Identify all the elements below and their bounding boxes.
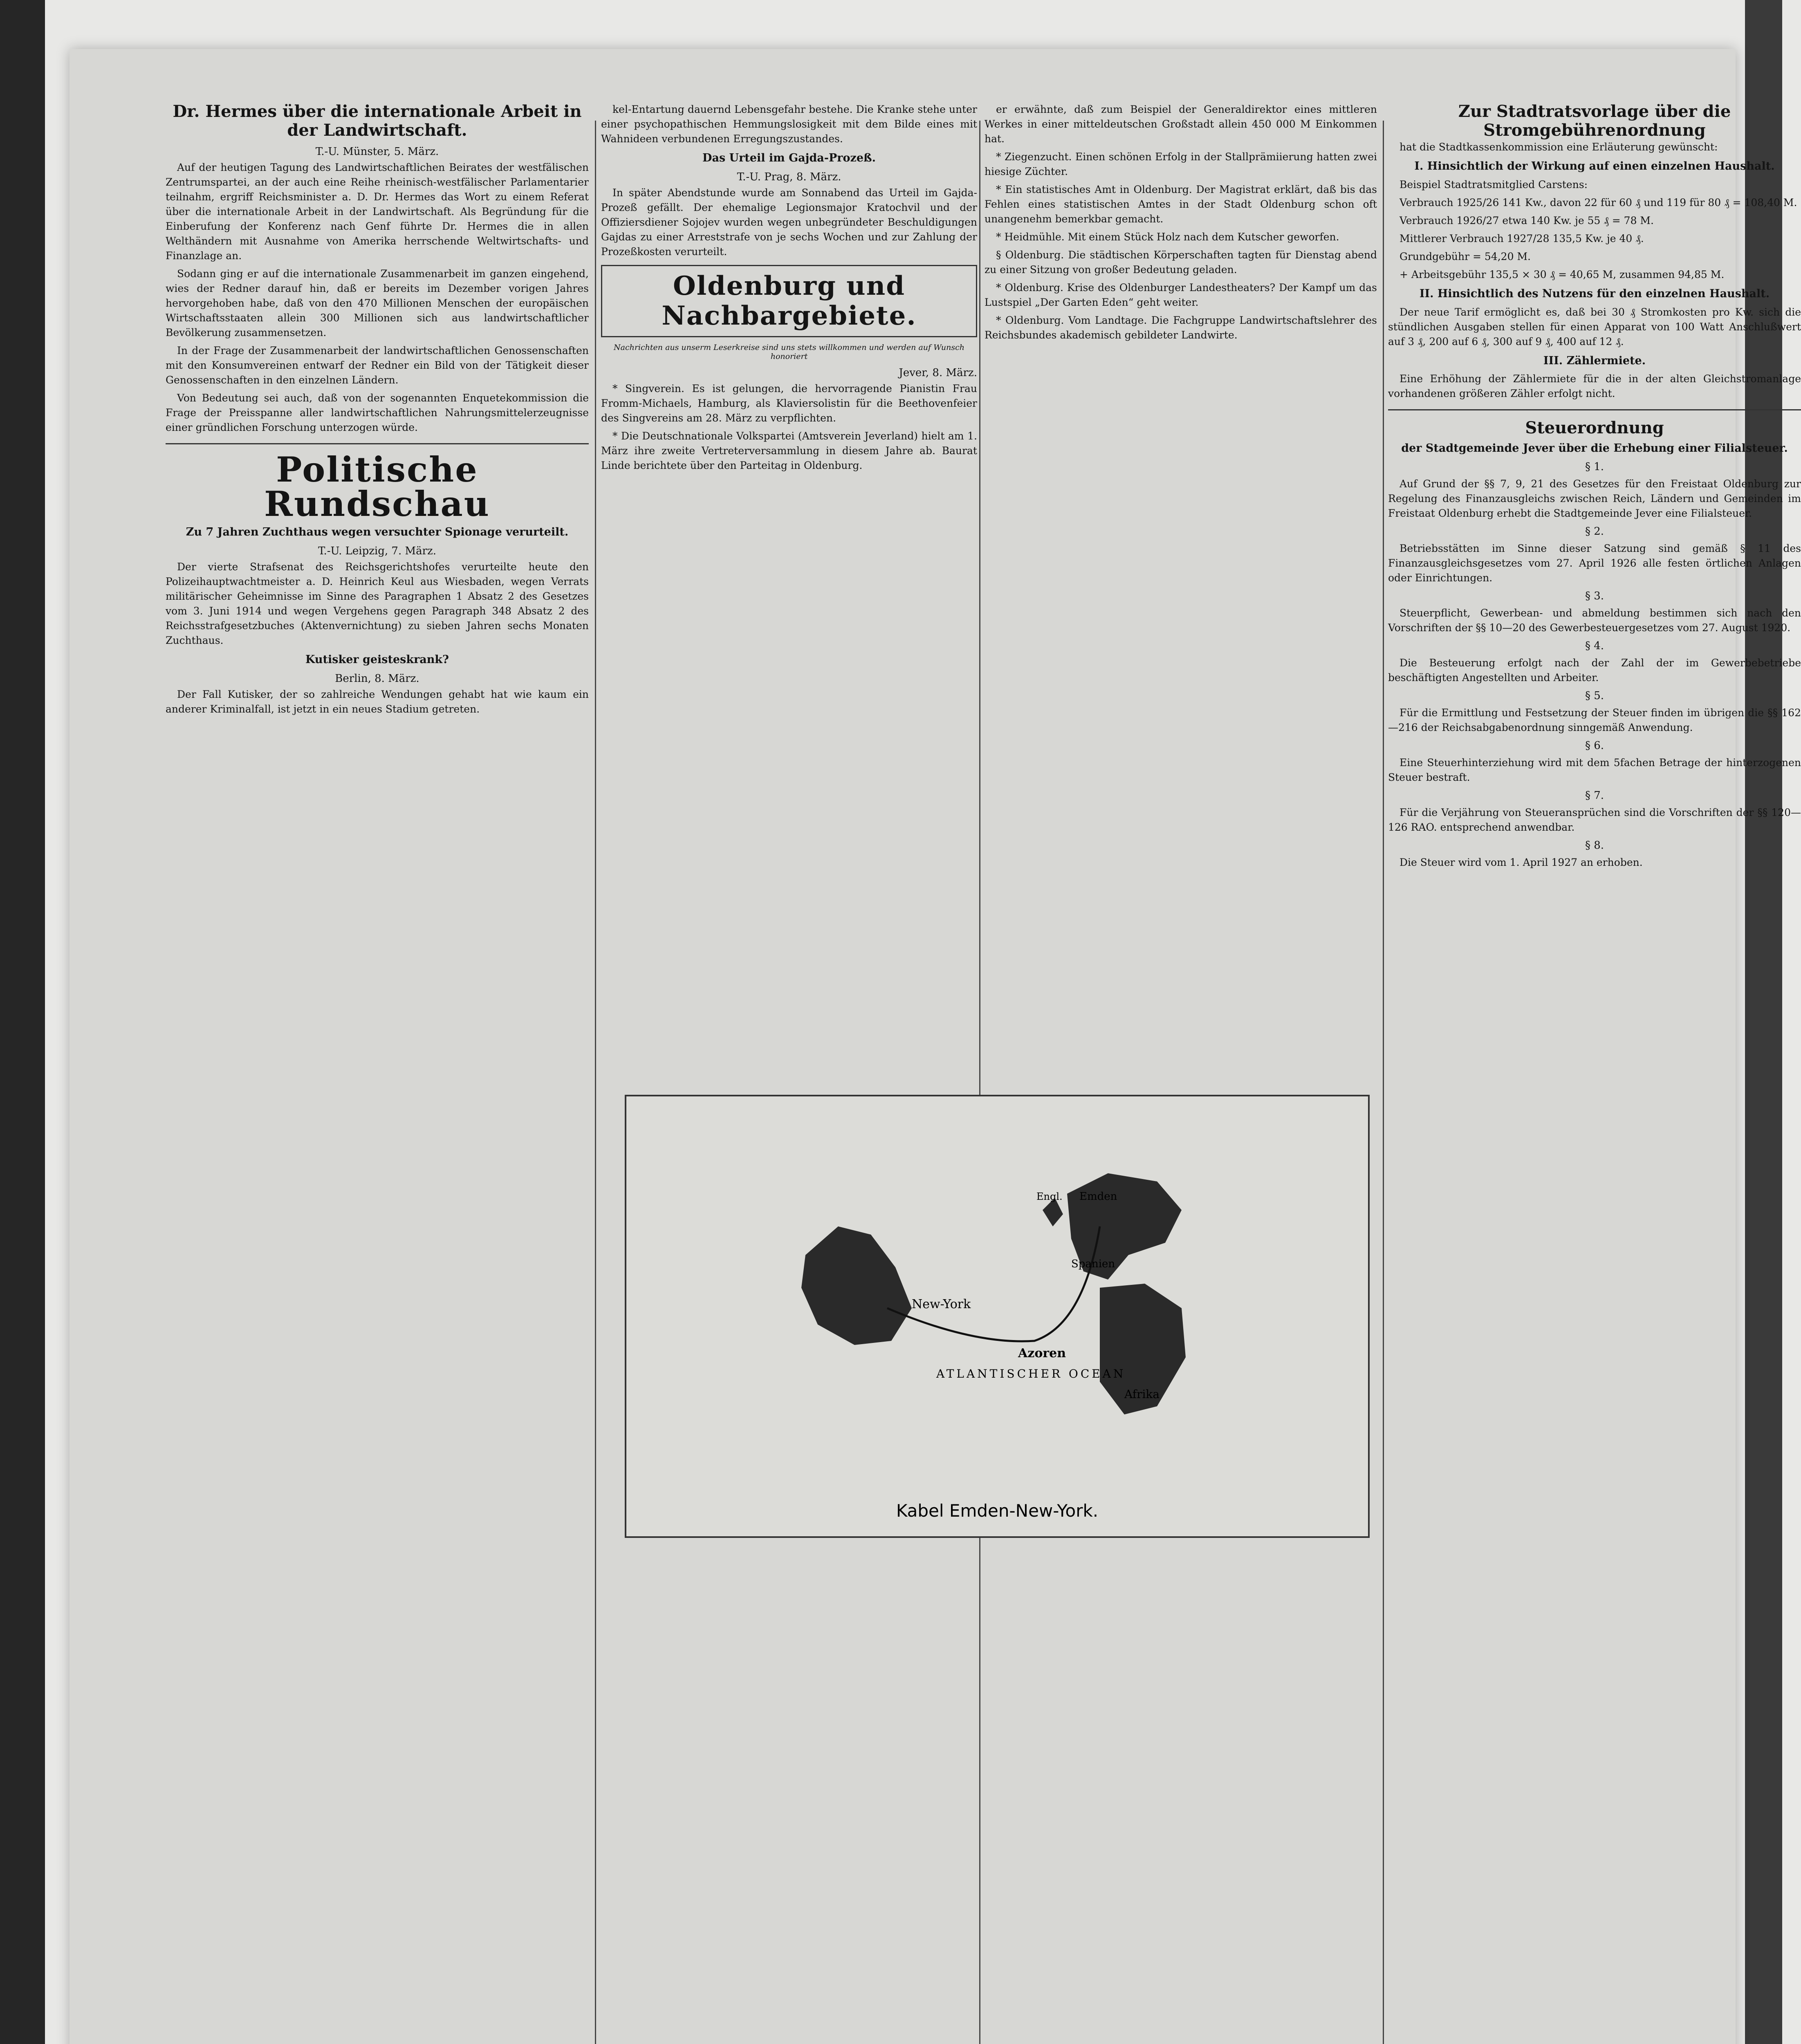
column-4 — [1388, 102, 1801, 2044]
label-ocean: ATLANTISCHER OCEAN — [936, 1367, 1126, 1381]
article-body — [985, 102, 1377, 343]
dateline: T.-U. Leipzig, 7. März. — [318, 545, 436, 557]
paragraph: Betriebsstätten im Sinne dieser Satzung sind gemäß § 11 des Finanzausgleichsgesetzes vom 27. April 1926 alle festen örtlichen Anlagen oder Einrichtungen. — [1388, 542, 1801, 584]
paragraph: Sodann ging er auf die internationale Zusammenarbeit im ganzen eingehend, wies der Redner darauf hin, daß er bereits im Dezember vorigen Jahres hervorgehoben habe, daß von den 470 Millionen Menschen der europäischen Wirtschaftsstaaten allein 300 Millionen sich aus landwirtschaftlicher Bevölkerung zusammensetzen. — [166, 268, 589, 338]
paragraph-number: § 3. — [1585, 590, 1604, 602]
label-spain: Spanien — [1071, 1258, 1115, 1270]
scan-left-border — [0, 0, 45, 2044]
section-heading: II. Hinsichtlich des Nutzens für den einzelnen Haushalt. — [1419, 287, 1770, 300]
section-note: Nachrichten aus unserm Leserkreise sind uns stets willkommen und werden auf Wunsch honoriert — [614, 343, 964, 361]
article-headline: Steuerordnung — [1525, 418, 1664, 438]
article-body — [166, 560, 589, 648]
paragraph: Die Steuer wird vom 1. April 1927 an erhoben. — [1400, 856, 1643, 868]
article-headline: Zur Stadtratsvorlage über die Stromgebührenordnung — [1458, 102, 1731, 140]
paragraph: Grundgebühr = 54,20 M. — [1400, 250, 1531, 262]
paragraph: In später Abendstunde wurde am Sonnabend das Urteil im Gajda-Prozeß gefällt. Der ehemalige Legionsmajor Kratochvil und der Offiziersdiener Sojojev wurden wegen unbegründeter Beschuldigungen Gajdas zu einer Arreststrafe von je sechs Wochen und zur Zahlung der Prozeßkosten verurteilt. — [601, 186, 977, 258]
paragraph: Beispiel Stadtratsmitglied Carstens: — [1400, 178, 1588, 191]
paragraph: * Ziegenzucht. Einen schönen Erfolg in der Stallprämiierung hatten zwei hiesige Züchter. — [985, 151, 1377, 177]
paragraph: Von Bedeutung sei auch, daß von der sogenannten Enquetekommission die Frage der Preisspanne aller landwirtschaftlichen Nahrungsmittelerzeugnisse einer gründlichen Forschung unterzogen würde. — [166, 392, 589, 433]
section-divider — [166, 443, 589, 444]
paragraph: Der neue Tarif ermöglicht es, daß bei 30 ₰ Stromkosten pro Kw. sich die stündlichen Ausgaben stellen für einen Apparat von 100 Watt Anschlußwert auf 3 ₰, 200 auf 6 ₰, 300 auf 9 ₰, 400 auf 12 ₰. — [1388, 306, 1801, 347]
column-2 — [601, 102, 977, 2044]
section-title: Politische Rundschau — [264, 449, 490, 524]
section-heading: I. Hinsichtlich der Wirkung auf einen einzelnen Haushalt. — [1414, 160, 1775, 173]
column-rule — [595, 121, 596, 2044]
column-rule — [1383, 121, 1384, 2044]
paragraph-number: § 5. — [1585, 690, 1604, 702]
article-subheadline: Das Urteil im Gajda-Prozeß. — [702, 152, 876, 164]
paragraph: Auf Grund der §§ 7, 9, 21 des Gesetzes für den Freistaat Oldenburg zur Regelung des Finanzausgleichs zwischen Reich, Ländern und Gemeinden im Freistaat Oldenburg erhebt die Stadtgemeinde Jever eine Filialsteuer. — [1388, 478, 1801, 519]
column-3 — [985, 102, 1377, 1075]
paragraph: * Singverein. Es ist gelungen, die hervorragende Pianistin Frau Fromm-Michaels, Hamburg, als Klaviersolistin für die Beethovenfeier des Singvereins am 28. März zu verpflichten. — [601, 382, 977, 424]
paragraph: Auf der heutigen Tagung des Landwirtschaftlichen Beirates der westfälischen Zentrumspartei, an der auch eine Reihe rheinisch-westfälischer Parlamentarier teilnahm, ergriff Reichsminister a. D. Dr. Hermes das Wort zu einem Referat über die internationale Arbeit in der Landwirtschaft. Als Begründung für die Einberufung der Konferenz nach Genf führte Dr. Hermes die in allen Welthändern mit Ausnahme von Amerika herrschende Weltwirtschafts- und Finanzlage an. — [166, 161, 589, 262]
paragraph: Für die Verjährung von Steueransprüchen sind die Vorschriften der §§ 120—126 RAO. entsprechend anwendbar. — [1388, 807, 1801, 833]
column-rule — [979, 121, 980, 2044]
article-body — [601, 186, 977, 259]
article-body — [1388, 305, 1801, 349]
paragraph: * Oldenburg. Vom Landtage. Die Fachgruppe Landwirtschaftslehrer des Reichsbundes akademisch gebildeter Landwirte. — [985, 314, 1377, 341]
paragraph: § Oldenburg. Die städtischen Körperschaften tagten für Dienstag abend zu einer Sitzung von großer Bedeutung geladen. — [985, 249, 1377, 276]
paragraph: Die Besteuerung erfolgt nach der Zahl der im Gewerbebetriebe beschäftigten Angestellten und Arbeiter. — [1388, 657, 1801, 684]
column-1 — [166, 102, 589, 2044]
dateline: T.-U. Prag, 8. März. — [737, 170, 841, 183]
paragraph: Der Fall Kutisker, der so zahlreiche Wendungen gehabt hat wie kaum ein anderer Kriminalfall, ist jetzt in ein neues Stadium getreten. — [166, 688, 589, 715]
dateline: T.-U. Münster, 5. März. — [315, 146, 439, 158]
article-subheadline: der Stadtgemeinde Jever über die Erhebung einer Filialsteuer. — [1401, 442, 1788, 455]
label-emden: Emden — [1079, 1190, 1117, 1203]
paragraph-number: § 1. — [1585, 461, 1604, 473]
article-body — [166, 160, 589, 435]
paragraph-number: § 4. — [1585, 640, 1604, 652]
section-heading: III. Zählermiete. — [1543, 354, 1646, 367]
paragraph: kel-Entartung dauernd Lebensgefahr bestehe. Die Kranke stehe unter einer psychopathischen Hemmungslosigkeit mit dem Bilde eines mit Wahnideen verbundenen Erregungszustandes. — [601, 103, 977, 145]
paragraph: er erwähnte, daß zum Beispiel der Generaldirektor eines mittleren Werkes in einer mitteldeutschen Großstadt allein 450 000 M Einkommen hat. — [985, 103, 1377, 145]
label-afrika: Afrika — [1124, 1387, 1160, 1401]
label-azoren: Azoren — [1018, 1346, 1066, 1360]
paragraph: Mittlerer Verbrauch 1927/28 135,5 Kw. je 40 ₰. — [1400, 232, 1644, 244]
paragraph: Eine Steuerhinterziehung wird mit dem 5fachen Betrage der hinterzogenen Steuer bestraft. — [1388, 757, 1801, 783]
article-body — [1388, 372, 1801, 401]
label-new-york: New-York — [912, 1297, 971, 1311]
paragraph: Der vierte Strafsenat des Reichsgerichtshofes verurteilte heute den Polizeihauptwachtmeister a. D. Heinrich Keul aus Wiesbaden, wegen Verrats militärischer Geheimnisse im Sinne des Paragraphen 1 Absatz 2 des Gesetzes vom 3. Juni 1914 und wegen Vergehens gegen Paragraph 348 Absatz 2 des Reichsstrafgesetzbuches (Aktenvernichtung) zu sieben Jahren sechs Monaten Zuchthaus. — [166, 560, 589, 646]
article-body — [1388, 177, 1801, 282]
article-body — [601, 381, 977, 473]
paragraph: Für die Ermittlung und Festsetzung der Steuer finden im übrigen die §§ 162—216 der Reichsabgabenordnung sinngemäß Anwendung. — [1388, 707, 1801, 733]
paragraph: Steuerpflicht, Gewerbean- und abmeldung bestimmen sich nach den Vorschriften der §§ 10—20 des Gewerbesteuergesetzes vom 27. August 1920. — [1388, 607, 1801, 634]
paragraph: Verbrauch 1926/27 etwa 140 Kw. je 55 ₰ = 78 M. — [1400, 214, 1654, 226]
newspaper-page — [70, 49, 1801, 2044]
paragraph-number: § 8. — [1585, 839, 1604, 852]
paragraph-number: § 7. — [1585, 789, 1604, 802]
article-subheadline: Kutisker geisteskrank? — [305, 653, 449, 666]
map-caption: Kabel Emden-New-York. — [896, 1501, 1099, 1521]
section-box-title: Oldenburg und Nachbargebiete. — [662, 270, 917, 332]
paragraph-number: § 2. — [1585, 525, 1604, 538]
paragraph: * Heidmühle. Mit einem Stück Holz nach dem Kutscher geworfen. — [996, 231, 1339, 243]
paragraph: + Arbeitsgebühr 135,5 × 30 ₰ = 40,65 M, zusammen 94,85 M. — [1400, 268, 1725, 280]
paragraph-number: § 6. — [1585, 740, 1604, 752]
dateline: Berlin, 8. März. — [335, 672, 419, 685]
label-england: Engl. — [1036, 1191, 1063, 1202]
cable-map — [626, 1096, 1369, 1537]
article-headline: Dr. Hermes über die internationale Arbeit in der Landwirtschaft. — [173, 102, 582, 140]
article-body — [1388, 459, 1801, 870]
cable-map-figure — [626, 1096, 1369, 1537]
article-body — [166, 687, 589, 717]
map-frame — [626, 1096, 1369, 1537]
article-subheadline: Zu 7 Jahren Zuchthaus wegen versuchter Spionage verurteilt. — [186, 526, 569, 538]
paragraph: * Die Deutschnationale Volkspartei (Amtsverein Jeverland) hielt am 1. März ihre zweite Vertreterversammlung in diesem Jahre ab. Baurat Linde berichtete über den Parteitag in Oldenburg. — [601, 430, 977, 471]
section-divider — [1388, 409, 1801, 410]
paragraph: Eine Erhöhung der Zählermiete für die in der alten Gleichstromanlage vorhandenen größeren Zähler erfolgt nicht. — [1388, 373, 1801, 400]
article-body — [601, 102, 977, 146]
dateline: Jever, 8. März. — [899, 366, 977, 379]
paragraph: hat die Stadtkassenkommission eine Erläuterung gewünscht: — [1400, 141, 1718, 153]
paragraph: * Ein statistisches Amt in Oldenburg. Der Magistrat erklärt, daß bis das Fehlen eines statistischen Amtes in der Stadt Oldenburg schon oft unangenehm bemerkbar gemacht. — [985, 184, 1377, 225]
paragraph: Verbrauch 1925/26 141 Kw., davon 22 für 60 ₰ und 119 für 80 ₰ = 108,40 M. — [1400, 196, 1797, 208]
article-body — [1388, 140, 1801, 155]
paragraph: * Oldenburg. Krise des Oldenburger Landestheaters? Der Kampf um das Lustspiel „Der Garten Eden“ geht weiter. — [985, 282, 1377, 308]
paragraph: In der Frage der Zusammenarbeit der landwirtschaftlichen Genossenschaften mit den Konsumvereinen entwarf der Redner ein Bild von der Tätigkeit dieser Genossenschaften in den einzelnen Ländern. — [166, 345, 589, 386]
section-box — [601, 265, 977, 337]
